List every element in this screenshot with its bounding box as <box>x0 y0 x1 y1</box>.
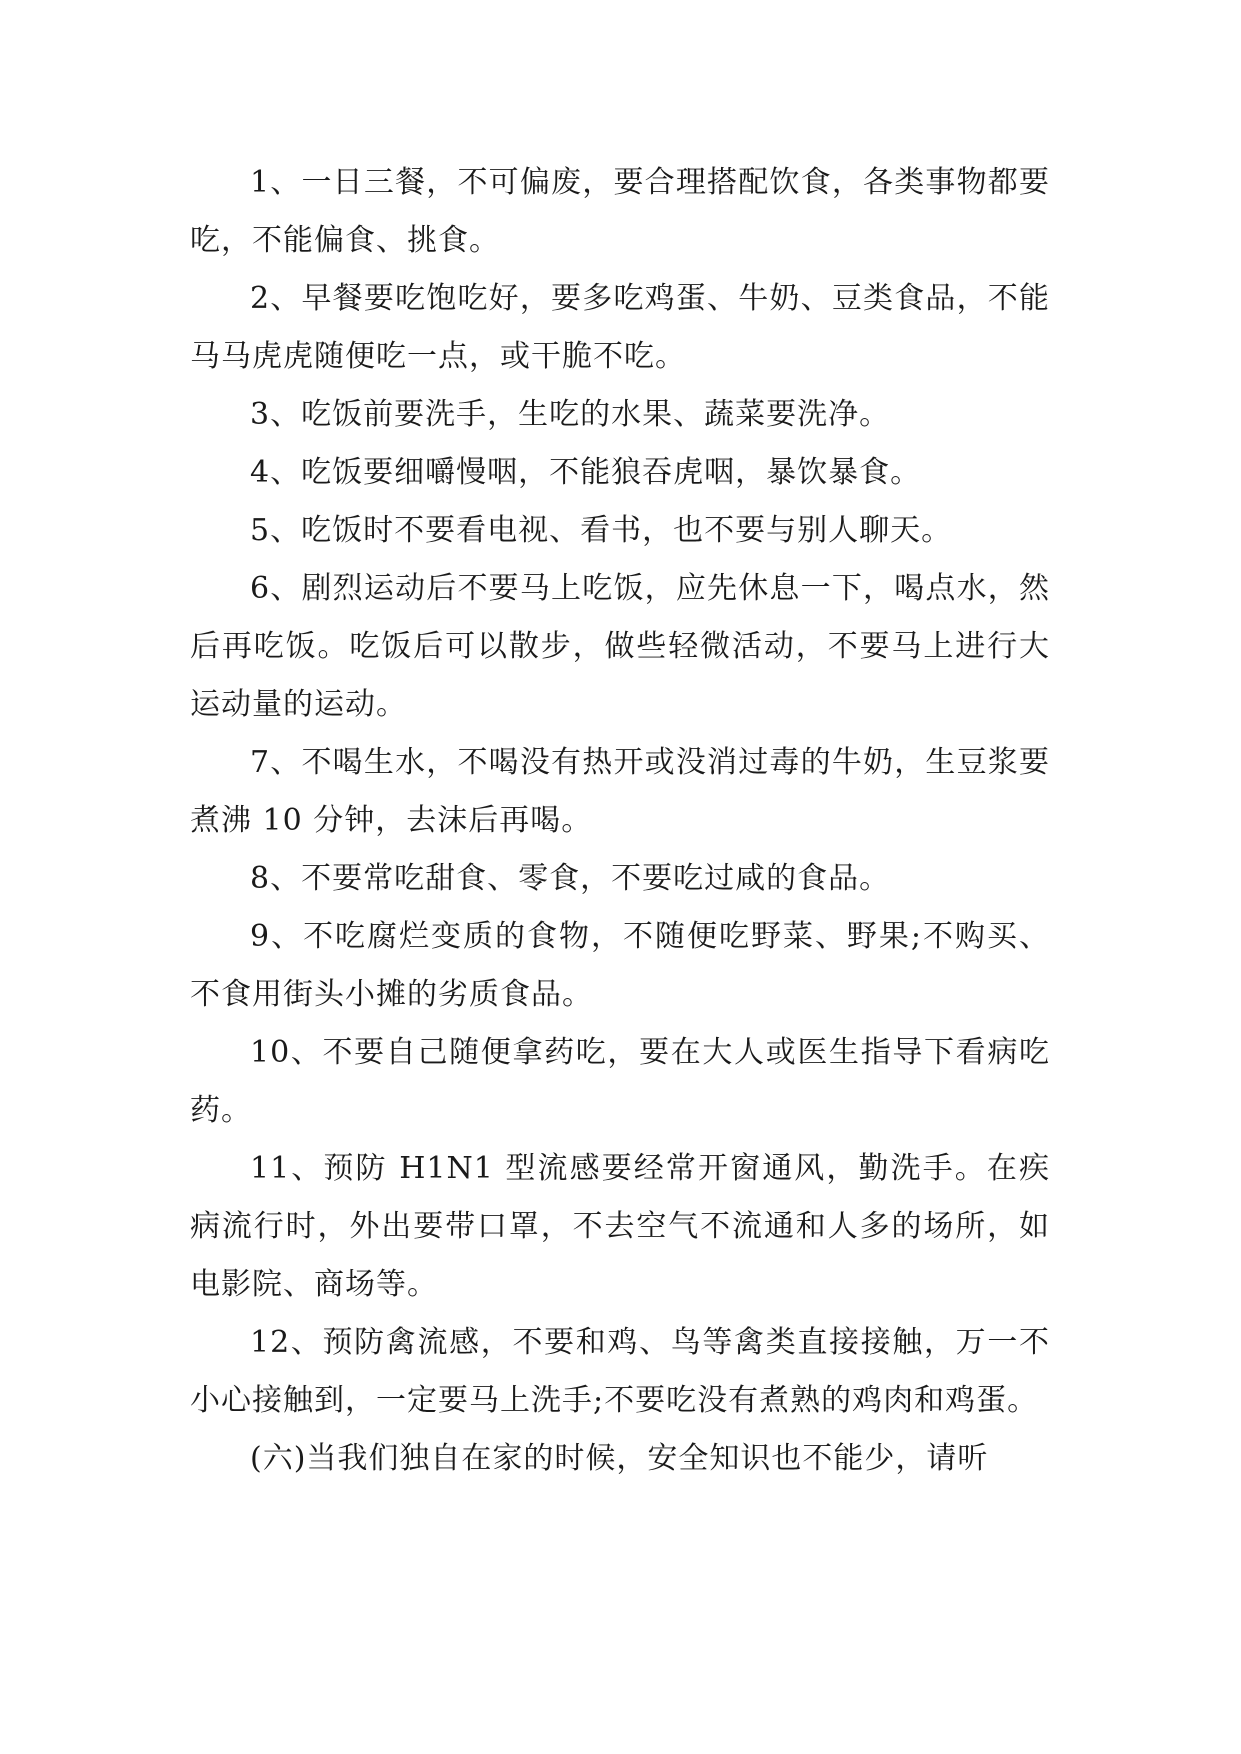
document-body <box>190 154 1050 1488</box>
paragraph-8: 8、不要常吃甜食、零食，不要吃过咸的食品。 <box>250 861 891 896</box>
paragraph-7: 7、不喝生水，不喝没有热开或没消过毒的牛奶，生豆浆要煮沸 10 分钟，去沫后再喝。 <box>190 745 1050 838</box>
paragraph-5: 5、吃饭时不要看电视、看书，也不要与别人聊天。 <box>250 513 953 548</box>
paragraph-10: 10、不要自己随便拿药吃，要在大人或医生指导下看病吃药。 <box>190 1035 1050 1128</box>
paragraph-3: 3、吃饭前要洗手，生吃的水果、蔬菜要洗净。 <box>250 397 891 432</box>
paragraph-9: 9、不吃腐烂变质的食物，不随便吃野菜、野果;不购买、不食用街头小摊的劣质食品。 <box>190 919 1050 1012</box>
paragraph-6: 6、剧烈运动后不要马上吃饭，应先休息一下，喝点水，然后再吃饭。吃饭后可以散步，做些轻微活动，不要马上进行大运动量的运动。 <box>190 571 1050 722</box>
paragraph-section-6: (六)当我们独自在家的时候，安全知识也不能少，请听 <box>250 1441 989 1476</box>
paragraph-11: 11、预防 H1N1 型流感要经常开窗通风，勤洗手。在疾病流行时，外出要带口罩，不去空气不流通和人多的场所，如电影院、商场等。 <box>190 1151 1050 1302</box>
paragraph-1: 1、一日三餐，不可偏废，要合理搭配饮食，各类事物都要吃，不能偏食、挑食。 <box>190 165 1050 258</box>
paragraph-2: 2、早餐要吃饱吃好，要多吃鸡蛋、牛奶、豆类食品，不能马马虎虎随便吃一点，或干脆不吃。 <box>190 281 1050 374</box>
paragraph-4: 4、吃饭要细嚼慢咽，不能狼吞虎咽，暴饮暴食。 <box>250 455 922 490</box>
paragraph-12: 12、预防禽流感，不要和鸡、鸟等禽类直接接触，万一不小心接触到，一定要马上洗手;不要吃没有煮熟的鸡肉和鸡蛋。 <box>190 1325 1050 1418</box>
